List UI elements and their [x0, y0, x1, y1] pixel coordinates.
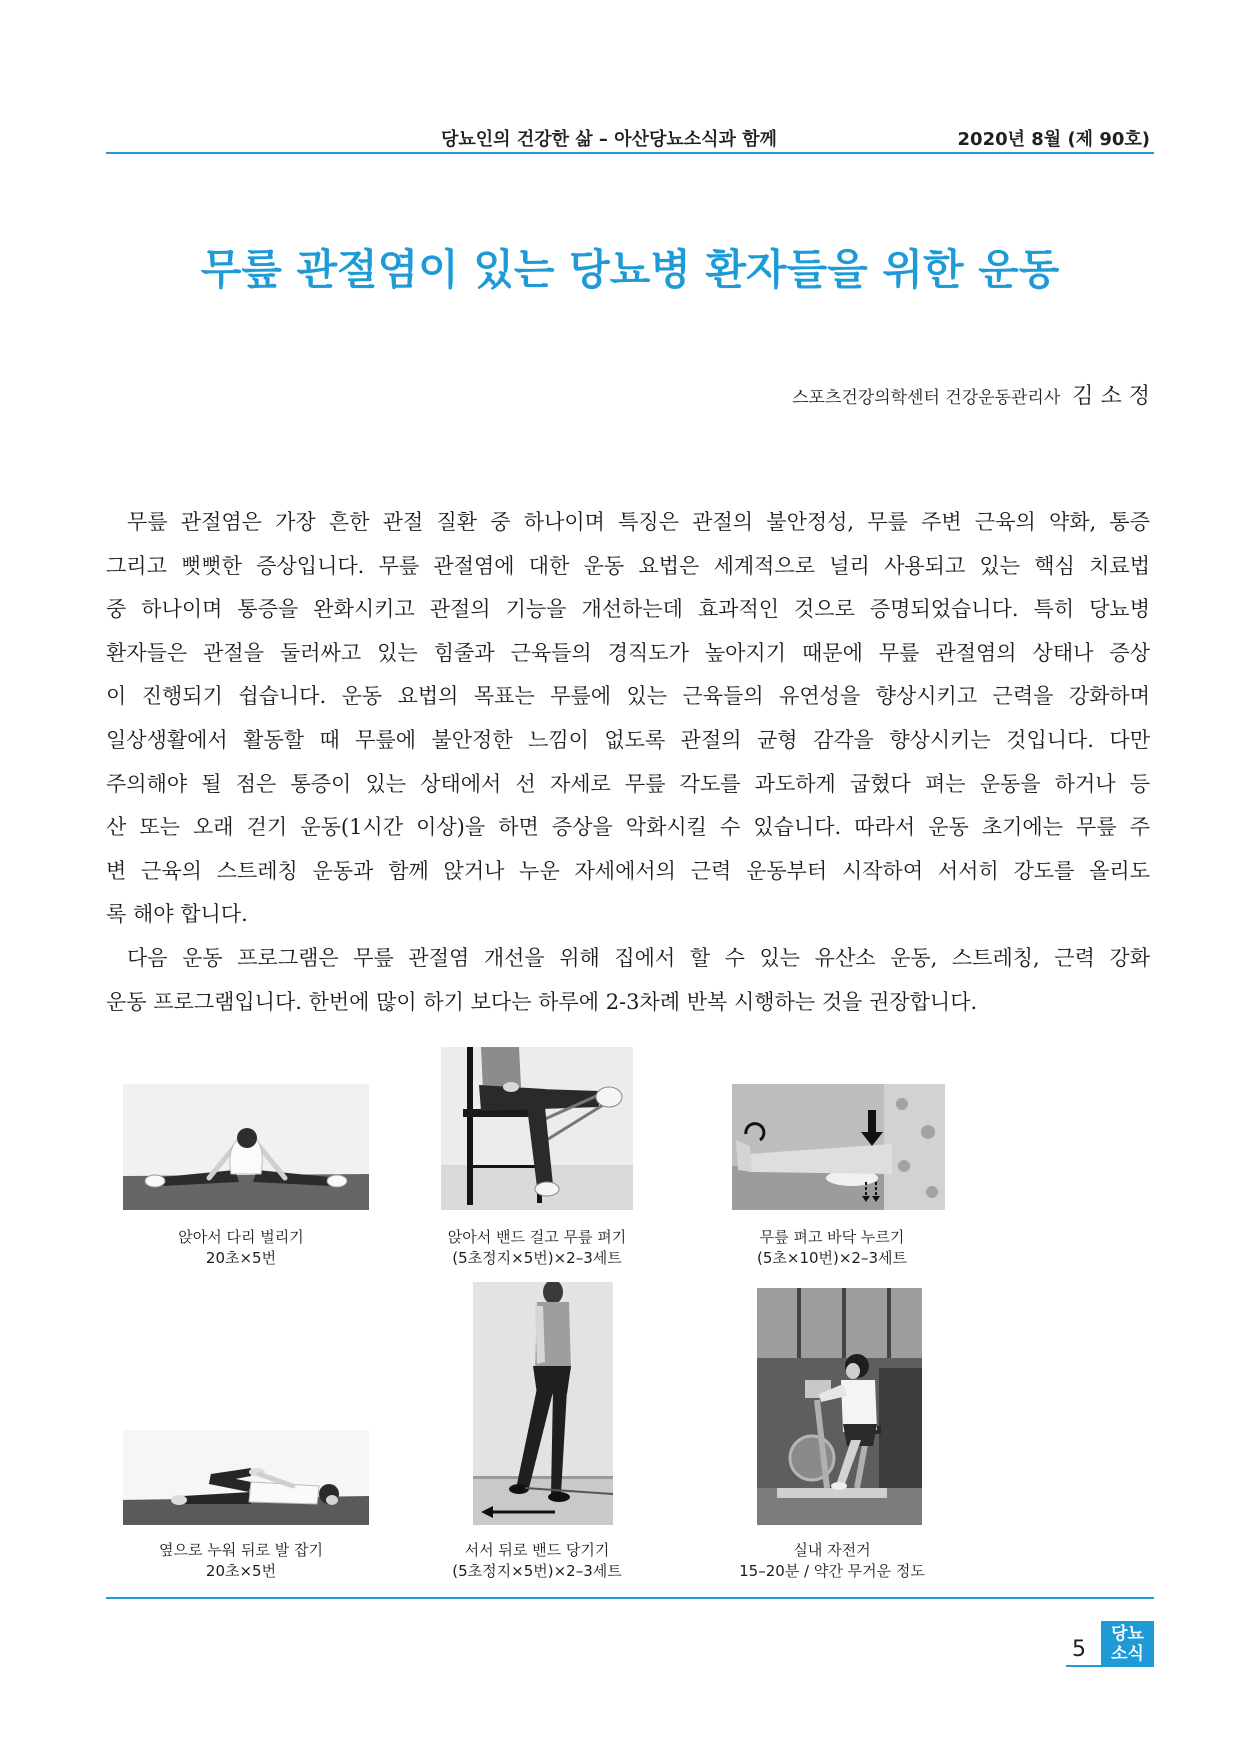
- photo-stationary-bike: [757, 1288, 922, 1525]
- exercise-dose: (5초정지×5번)×2–3세트: [452, 1249, 622, 1267]
- body-line: 변 근육의 스트레칭 운동과 함께 앉거나 누운 자세에서의 근력 운동부터 시작하여 서서히 강도를 올리도: [106, 858, 1150, 883]
- gym-equipment: [879, 1368, 922, 1488]
- body-line: 중 하나이며 통증을 완화시키고 관절의 기능을 개선하는데 효과적인 것으로 증명되었습니다. 특히 당뇨병: [106, 597, 1150, 622]
- paragraph: [106, 937, 1150, 1024]
- photo-knee-press-down: [732, 1084, 945, 1210]
- right-shoe: [327, 1175, 347, 1187]
- header-divider: [106, 152, 1154, 154]
- photo-illustration: [441, 1047, 633, 1210]
- body-line: 이 진행되기 쉽습니다. 운동 요법의 목표는 무릎에 있는 근육들의 유연성을 향상시키고 근력을 강화하며: [106, 684, 1150, 709]
- exercise-dose: 15–20분 / 약간 무거운 정도: [739, 1562, 925, 1580]
- photo-seated-straddle-stretch: [123, 1084, 369, 1210]
- photo-seated-band-knee-extension: [441, 1047, 633, 1210]
- photo-side-lying-quad-stretch: [123, 1430, 369, 1525]
- exercise-dose: 20초×5번: [205, 1562, 277, 1580]
- exercise-caption: [101, 1227, 381, 1269]
- baseboard: [473, 1476, 613, 1479]
- fabric-print: [896, 1098, 908, 1110]
- body-line: 록 해야 합니다.: [106, 902, 248, 927]
- body-line: 산 또는 오래 걷기 운동(1시간 이상)을 하면 증상을 악화시킬 수 있습니다. 따라서 운동 초기에는 무릎 주: [106, 815, 1150, 840]
- photo-illustration: [732, 1084, 945, 1210]
- head: [237, 1128, 257, 1148]
- author-affiliation: 스포츠건강의학센터 건강운동관리사: [792, 388, 1061, 408]
- author-name: 김 소 정: [1072, 384, 1150, 409]
- body-line: 다음 운동 프로그램은 무릎 관절염 개선을 위해 집에서 할 수 있는 유산소 운동, 스트레칭, 근력 강화: [127, 945, 1150, 970]
- body-line: 그리고 뻣뻣한 증상입니다. 무릎 관절염에 대한 운동 요법은 세계적으로 널리 사용되고 있는 핵심 치료법: [106, 553, 1150, 578]
- photo-illustration: [123, 1430, 369, 1525]
- body-line: 일상생활에서 활동할 때 무릎에 불안정한 느낌이 없도록 관절의 균형 감각을 향상시키는 것입니다. 다만: [106, 727, 1150, 752]
- press-arrow-shaft: [868, 1110, 876, 1132]
- badge-line: 소식: [1111, 1644, 1144, 1664]
- running-header-publication: 당뇨인의 건강한 삶 – 아산당뇨소식과 함께: [441, 129, 777, 150]
- body-line: 운동 프로그램입니다. 한번에 많이 하기 보다는 하루에 2-3차례 반복 시행하는 것을 권장합니다.: [106, 989, 978, 1014]
- photo-standing-band-pull-back: [473, 1282, 613, 1525]
- footer-divider: [106, 1597, 1154, 1599]
- exercise-caption: [692, 1227, 972, 1269]
- exercise-name: 무릎 펴고 바닥 누르기: [759, 1228, 905, 1246]
- chair-back-post: [467, 1047, 473, 1205]
- lower-foot: [171, 1495, 187, 1505]
- newsletter-badge: [1101, 1621, 1154, 1667]
- standing-shoe: [548, 1492, 570, 1502]
- bike-base: [777, 1488, 887, 1498]
- body-line: 주의해야 될 점은 통증이 있는 상태에서 선 자세로 무릎 각도를 과도하게 굽혔다 펴는 운동을 하거나 등: [106, 771, 1150, 796]
- photo-illustration: [123, 1084, 369, 1210]
- article-body: [106, 501, 1150, 1024]
- chair-crossbar: [467, 1165, 542, 1168]
- body-line: 무릎 관절염은 가장 흔한 관절 질환 중 하나이며 특징은 관절의 불안정성, 무릎 주변 근육의 약화, 통증: [127, 510, 1150, 534]
- page-number-underline: [1066, 1665, 1102, 1667]
- paragraph: [106, 501, 1150, 937]
- fabric-print: [898, 1160, 910, 1172]
- hand: [503, 1082, 519, 1092]
- exercise-name: 앉아서 다리 벌리기: [178, 1228, 304, 1246]
- exercise-name: 옆으로 누워 뒤로 발 잡기: [159, 1541, 323, 1559]
- window-frame: [887, 1288, 891, 1358]
- face: [846, 1363, 860, 1379]
- exercise-dose: (5초정지×5번)×2–3세트: [452, 1562, 622, 1580]
- gym-window: [757, 1288, 922, 1358]
- exercise-name: 서서 뒤로 밴드 당기기: [464, 1541, 610, 1559]
- running-header-issue: 2020년 8월 (제 90호): [957, 129, 1150, 150]
- bent-leg-shoe: [535, 1182, 559, 1196]
- exercise-caption: [397, 1540, 677, 1582]
- article-title: 무릎 관절염이 있는 당뇨병 환자들을 위한 운동: [200, 245, 1060, 294]
- window-frame: [842, 1288, 846, 1358]
- badge-line: 당뇨: [1111, 1624, 1144, 1644]
- body-line: 환자들은 관절을 둘러싸고 있는 힘줄과 근육들의 경직도가 높아지기 때문에 무릎 관절염의 상태나 증상: [106, 640, 1150, 665]
- exercise-caption: [397, 1227, 677, 1269]
- exercise-dose: 20초×5번: [205, 1249, 277, 1267]
- shoe: [831, 1482, 847, 1490]
- exercise-name: 앉아서 밴드 걸고 무릎 펴기: [447, 1228, 627, 1246]
- exercise-dose: (5초×10번)×2–3세트: [756, 1249, 908, 1267]
- exercise-caption: [692, 1540, 972, 1582]
- exercise-name: 실내 자전거: [793, 1541, 871, 1559]
- extended-foot-shoe: [596, 1087, 622, 1107]
- left-shoe: [145, 1175, 165, 1187]
- photo-illustration: [473, 1282, 613, 1525]
- photo-illustration: [757, 1288, 922, 1525]
- page-number: 5: [1072, 1637, 1086, 1662]
- byline: [792, 382, 1150, 412]
- window-frame: [797, 1288, 801, 1358]
- face: [326, 1495, 338, 1505]
- fabric-print: [921, 1125, 935, 1139]
- fabric-print: [926, 1186, 938, 1198]
- floor: [473, 1478, 613, 1525]
- exercise-caption: [101, 1540, 381, 1582]
